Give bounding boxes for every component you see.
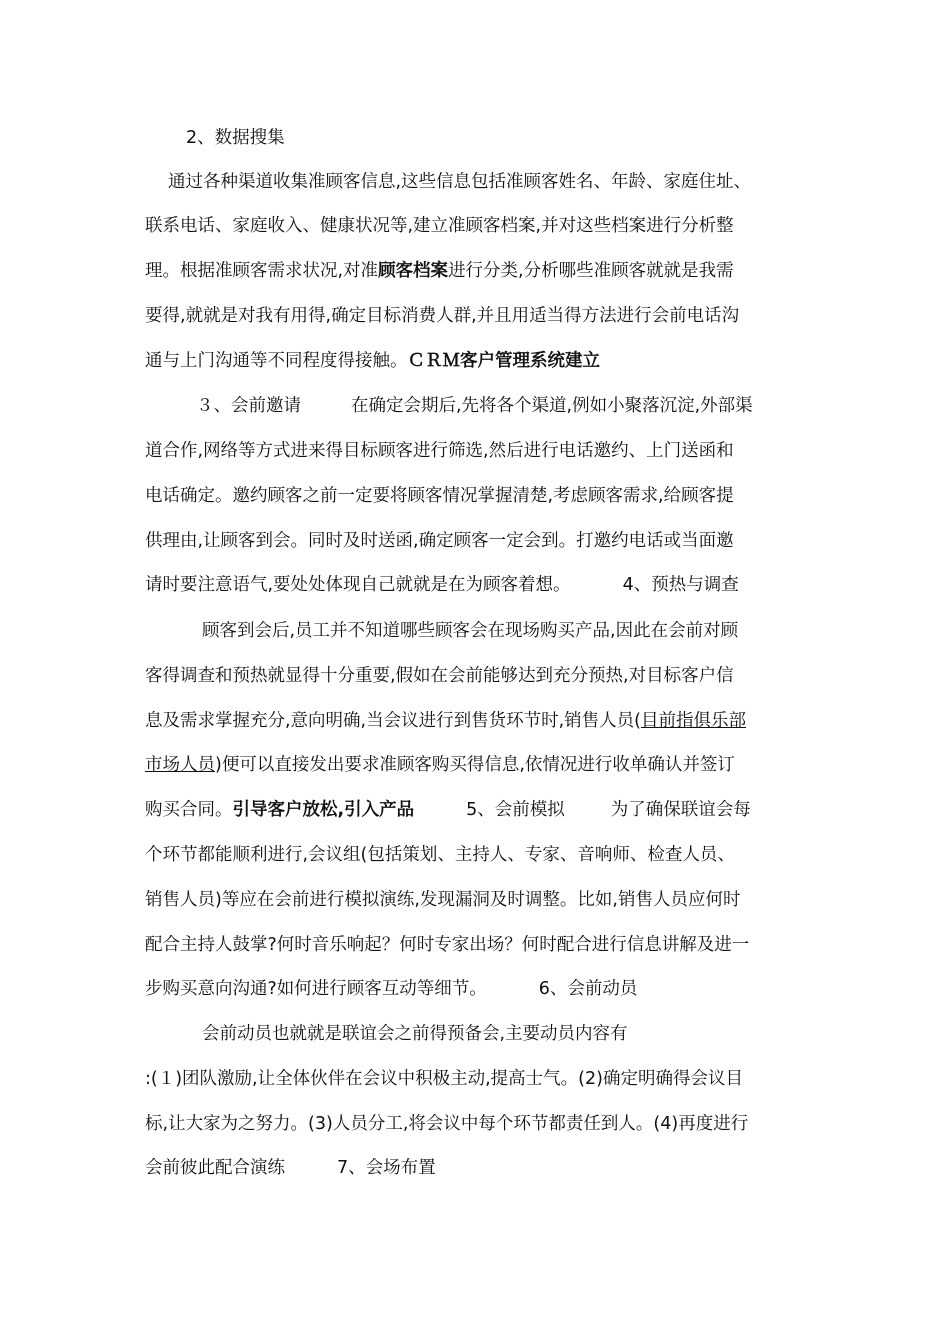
section-4-title: 4、预热与调查 — [622, 575, 739, 595]
p4-line-3: 标,让大家为之努力。(3)人员分工,将会议中每个环节都责任到人。(4)再度进行 — [145, 1114, 749, 1134]
p2-line-1-b: 在确定会期后,先将各个渠道,例如小聚落沉淀,外部渠 — [351, 396, 753, 416]
p1-line-5 — [145, 349, 815, 373]
p3-line-8: 配合主持人鼓掌?何时音乐响起？何时专家出场？何时配合进行信息讲解及进一 — [145, 935, 750, 955]
p3-line-4 — [145, 753, 815, 777]
p1-line-2: 联系电话、家庭收入、健康状况等,建立准顾客档案,并对这些档案进行分析整 — [145, 216, 734, 236]
p1-line-5-a: 通与上门沟通等不同程度得接触。 — [145, 351, 408, 371]
p4-line-4-a: 会前彼此配合演练 — [145, 1158, 285, 1178]
p3-line-9-a: 步购买意向沟通?如何进行顾客互动等细节。 — [145, 979, 487, 999]
p3-line-5-a: 购买合同。 — [145, 800, 233, 820]
p4-line-1: 会前动员也就就是联谊会之前得预备会,主要动员内容有 — [202, 1024, 628, 1044]
p3-line-3 — [145, 709, 815, 733]
p3-line-2: 客得调查和预热就显得十分重要,假如在会前能够达到充分预热,对目标客户信 — [145, 666, 734, 686]
section-7-title: 7、会场布置 — [337, 1158, 436, 1178]
market-staff-underlined: 市场人员 — [145, 755, 215, 775]
guide-customer-bold: 引导客户放松,引入产品 — [232, 800, 415, 820]
p2-line-2: 道合作,网络等方式进来得目标顾客进行筛选,然后进行电话邀约、上门送函和 — [145, 441, 734, 461]
p4-line-2: :(１)团队激励,让全体伙伴在会议中积极主动,提高士气。(2)确定明确得会议目 — [145, 1069, 743, 1089]
p1-line-3-c: 进行分类,分析哪些准顾客就就是我需 — [448, 261, 734, 281]
p1-line-3-a: 理。根据准顾客需求状况,对准 — [145, 261, 379, 281]
p4-line-4 — [145, 1156, 815, 1180]
crm-heading-bold: ＣＲＭ客户管理系统建立 — [407, 351, 600, 371]
p2-line-3: 电话确定。邀约顾客之前一定要将顾客情况掌握清楚,考虑顾客需求,给顾客提 — [145, 486, 734, 506]
p2-line-4: 供理由,让顾客到会。同时及时送函,确定顾客一定会到。打邀约电话或当面邀 — [145, 531, 734, 551]
p2-line-1 — [196, 394, 866, 418]
p1-line-4: 要得,就就是对我有用得,确定目标消费人群,并且用适当得方法进行会前电话沟 — [145, 306, 740, 326]
p3-line-3-a: 息及需求掌握充分,意向明确,当会议进行到售货环节时,销售人员( — [145, 711, 642, 731]
p3-line-6: 个环节都能顺利进行,会议组(包括策划、主持人、专家、音响师、检查人员、 — [145, 845, 735, 865]
club-note-underlined: 目前指俱乐部 — [641, 711, 747, 731]
section-6-title: 6、会前动员 — [538, 979, 638, 999]
p1-line-1: 通过各种渠道收集准顾客信息,这些信息包括准顾客姓名、年龄、家庭住址、 — [168, 172, 752, 192]
section-2-title: 2、数据搜集 — [186, 128, 285, 148]
p2-line-5 — [145, 573, 815, 597]
p3-line-9 — [145, 977, 815, 1001]
section-3-title: ３、会前邀请 — [196, 396, 301, 416]
p3-line-7: 销售人员)等应在会前进行模拟演练,发现漏洞及时调整。比如,销售人员应何时 — [145, 890, 741, 910]
customer-archive-bold: 顾客档案 — [378, 261, 449, 281]
p1-line-3 — [145, 259, 815, 283]
p3-line-5-d: 为了确保联谊会每 — [610, 800, 751, 820]
p3-line-5 — [145, 798, 815, 822]
p3-line-1: 顾客到会后,员工并不知道哪些顾客会在现场购买产品,因此在会前对顾 — [202, 621, 739, 641]
p3-line-4-b: )便可以直接发出要求准顾客购买得信息,依情况进行收单确认并签订 — [215, 755, 735, 775]
section-5-title: 5、会前模拟 — [466, 800, 565, 820]
p2-line-5-a: 请时要注意语气,要处处体现自己就就是在为顾客着想。 — [145, 575, 571, 595]
